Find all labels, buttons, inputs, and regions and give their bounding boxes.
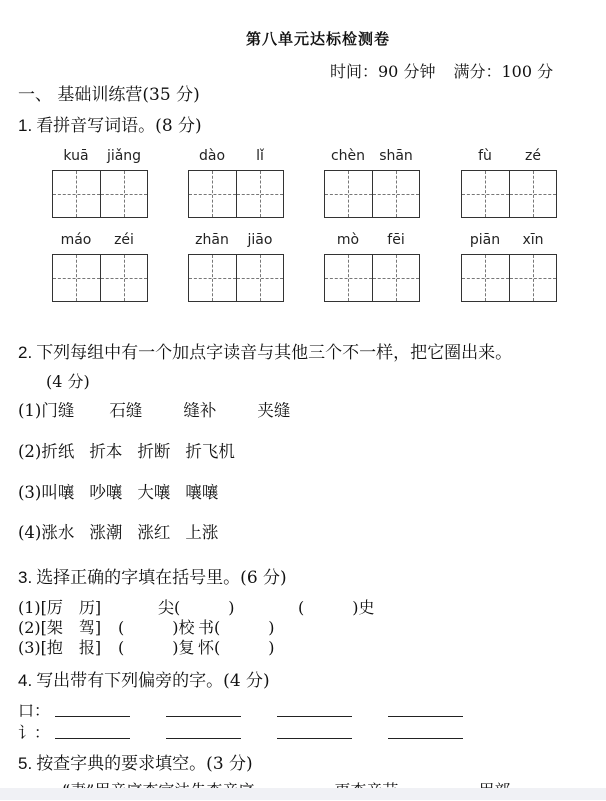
grid-cell[interactable]: [509, 171, 557, 217]
grid-cell[interactable]: [325, 171, 372, 217]
writing-grid[interactable]: [324, 254, 420, 302]
grid-cell[interactable]: [372, 171, 420, 217]
writing-grid[interactable]: [461, 254, 557, 302]
question-5-heading: [18, 749, 253, 774]
char-choice: (1)[厉 历]: [18, 598, 102, 617]
answer-blank[interactable]: [55, 715, 130, 717]
question-prompt: 下列每组中有一个加点字读音与其他三个不一样，把它圈出来。: [36, 343, 513, 363]
time-limit: 时间：90 分钟: [330, 62, 436, 81]
pinyin-text: lǐ: [256, 148, 264, 164]
section-heading: 一、 基础训练营(35 分): [18, 85, 200, 105]
writing-grid[interactable]: [188, 170, 284, 218]
word[interactable]: 折纸: [41, 442, 75, 461]
word[interactable]: 大嚷: [137, 483, 171, 502]
question-number: 2.: [18, 343, 33, 362]
pinyin-text: xīn: [522, 232, 544, 248]
word[interactable]: 嚷嚷: [185, 483, 219, 502]
fill-row-3: [18, 635, 275, 658]
grid-cell[interactable]: [100, 171, 148, 217]
pinyin-text: jiāo: [247, 232, 273, 248]
pinyin-text: máo: [60, 232, 92, 248]
pinyin-text: mò: [336, 232, 360, 248]
writing-grid[interactable]: [324, 170, 420, 218]
word[interactable]: 石缝: [109, 401, 143, 420]
word[interactable]: 涨红: [137, 523, 171, 542]
word-group-2: [18, 438, 235, 462]
grid-cell[interactable]: [236, 255, 284, 301]
question-prompt: 看拼音写词语。(8 分): [36, 116, 202, 136]
fill-blank[interactable]: 怀( ): [198, 638, 275, 657]
pinyin-text: zhān: [195, 232, 229, 248]
grid-cell[interactable]: [53, 171, 100, 217]
fill-blank[interactable]: 尖( ): [158, 598, 235, 617]
pinyin-text: zéi: [114, 232, 134, 248]
word[interactable]: 涨潮: [89, 523, 123, 542]
word[interactable]: 折飞机: [185, 442, 235, 461]
word-group-3: [18, 479, 218, 503]
row-label: (4): [18, 523, 42, 542]
grid-cell[interactable]: [509, 255, 557, 301]
word[interactable]: 折本: [89, 442, 123, 461]
fill-blank[interactable]: 书( ): [198, 618, 275, 637]
full-score: 满分：100 分: [453, 62, 554, 81]
pinyin-text: chèn: [330, 148, 366, 164]
row-label: (1): [18, 401, 42, 420]
answer-blank[interactable]: [166, 715, 241, 717]
fill-blank[interactable]: ( )史: [298, 598, 375, 617]
question-4-heading: [18, 666, 270, 691]
question-1-heading: [18, 111, 202, 136]
word[interactable]: 叫嚷: [41, 483, 75, 502]
question-3-heading: [18, 563, 287, 588]
exam-meta: [330, 59, 553, 82]
word[interactable]: 门缝: [41, 401, 75, 420]
radical-label: 口：: [18, 701, 51, 720]
grid-cell[interactable]: [462, 171, 509, 217]
row-label: (3): [18, 483, 42, 502]
fill-blank[interactable]: ( )复: [118, 638, 195, 657]
answer-blank[interactable]: [277, 715, 352, 717]
pinyin-text: dào: [198, 148, 226, 164]
answer-blank[interactable]: [388, 715, 463, 717]
question-prompt: 写出带有下列偏旁的字。(4 分): [36, 671, 270, 691]
writing-grid[interactable]: [188, 254, 284, 302]
question-prompt: 按查字典的要求填空。(3 分): [36, 754, 253, 774]
question-2-heading: [18, 338, 512, 363]
pinyin-text: piān: [469, 232, 501, 248]
grid-cell[interactable]: [189, 255, 236, 301]
radical-label: 讠：: [18, 723, 51, 742]
grid-cell[interactable]: [372, 255, 420, 301]
pinyin-text: jiǎng: [106, 148, 142, 164]
answer-blank[interactable]: [55, 737, 130, 739]
page-cutoff: [0, 788, 606, 800]
word[interactable]: 上涨: [185, 523, 219, 542]
fill-blank[interactable]: ( )校: [118, 618, 195, 637]
grid-cell[interactable]: [189, 171, 236, 217]
word[interactable]: 夹缝: [257, 401, 291, 420]
word[interactable]: 吵嚷: [89, 483, 123, 502]
question-number: 3.: [18, 568, 33, 587]
word-group-1: [18, 397, 290, 421]
grid-cell[interactable]: [100, 255, 148, 301]
question-number: 1.: [18, 116, 33, 135]
writing-grid[interactable]: [52, 254, 148, 302]
row-label: (2): [18, 442, 42, 461]
question-number: 4.: [18, 671, 33, 690]
writing-grid[interactable]: [52, 170, 148, 218]
word[interactable]: 缝补: [183, 401, 217, 420]
word-group-4: [18, 519, 218, 543]
pinyin-text: kuā: [63, 148, 89, 164]
question-points: (4 分): [46, 372, 90, 391]
word[interactable]: 涨水: [41, 523, 75, 542]
grid-cell[interactable]: [462, 255, 509, 301]
answer-blank[interactable]: [277, 737, 352, 739]
question-number: 5.: [18, 754, 33, 773]
char-choice: (3)[抱 报]: [18, 638, 102, 657]
page-title: 第八单元达标检测卷: [245, 30, 390, 48]
writing-grid[interactable]: [461, 170, 557, 218]
grid-cell[interactable]: [53, 255, 100, 301]
answer-blank[interactable]: [166, 737, 241, 739]
question-prompt: 选择正确的字填在括号里。(6 分): [36, 568, 287, 588]
char-choice: (2)[架 驾]: [18, 618, 102, 637]
pinyin-text: fù: [478, 148, 492, 164]
pinyin-text: shān: [379, 148, 413, 164]
pinyin-text: zé: [525, 148, 541, 164]
answer-blank[interactable]: [388, 737, 463, 739]
grid-cell[interactable]: [236, 171, 284, 217]
word[interactable]: 折断: [137, 442, 171, 461]
grid-cell[interactable]: [325, 255, 372, 301]
pinyin-text: fēi: [387, 232, 405, 248]
